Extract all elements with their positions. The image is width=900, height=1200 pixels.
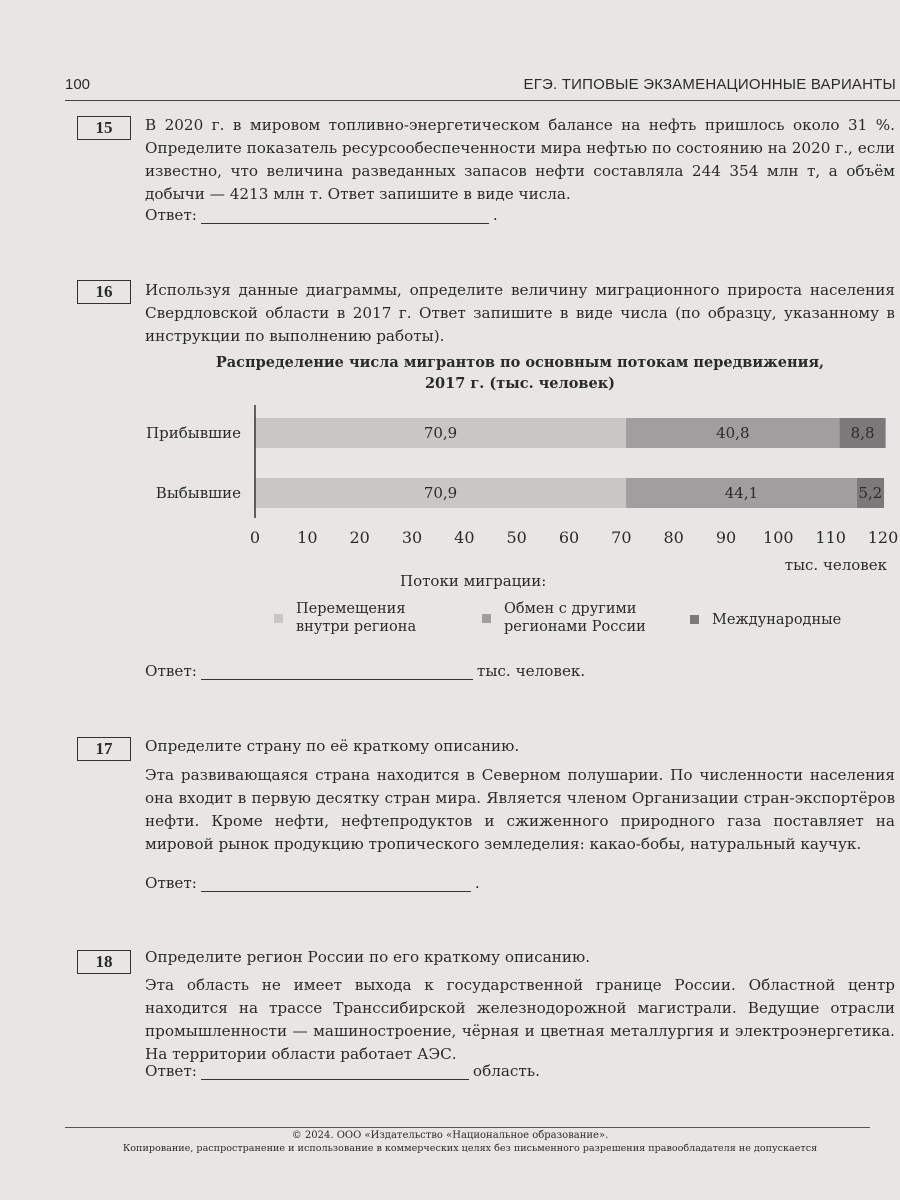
data-label: 70,9 [423,424,458,442]
question-18-body: Эта область не имеет выхода к государственной границе России. Областной центр находится на трассе Транссибирской железнодорожной магистрали. Ведущие отрасли промышленности — машиностроение, чёрная и цветная металлургия и электроэнергетика. На территории области работает АЭС. [145,976,895,1063]
question-number-17: 17 [77,737,131,761]
copyright: © 2024. ООО «Издательство «Национальное образование». [291,1130,609,1141]
legend-swatch [274,614,283,623]
x-tick-label: 40 [454,528,475,547]
answer-15-field[interactable] [201,207,489,224]
x-tick-label: 50 [506,528,527,547]
category-label: Прибывшие [146,424,241,442]
x-tick-label: 110 [815,528,846,547]
question-18-text: Определите регион России по его краткому описанию. [145,948,591,966]
answer-18 [145,1062,540,1080]
data-label: 5,2 [858,484,883,502]
legend-swatch [690,615,699,624]
answer-suffix: область. [472,1062,540,1080]
question-17-body: Эта развивающаяся страна находится в Северном полушарии. По численности населения она входит в первую десятку стран мира. Является членом Организации стран-экспортёров нефти. Кроме нефти, нефтепродуктов и сжиженного природного газа поставляет на мировой рынок продукцию тропического земледелия: какао-бобы, натуральный каучук. [145,766,895,853]
answer-16 [145,662,585,680]
legend-label: регионами России [504,619,646,635]
answer-15 [145,206,498,224]
chart-title-line1: Распределение числа мигрантов по основным потокам передвижения, [215,354,825,371]
question-number-16: 16 [77,280,131,304]
answer-label: Ответ: [145,206,197,224]
legend-label: Перемещения [296,601,406,617]
x-tick-label: 60 [558,528,580,547]
legend-label: Международные [712,612,842,628]
x-tick-label: 120 [867,528,899,547]
x-tick-label: 10 [297,528,318,547]
migration-chart [0,400,900,575]
x-tick-label: 0 [249,528,261,547]
footer-divider [65,1127,870,1128]
answer-18-field[interactable] [201,1063,469,1080]
question-number-15: 15 [77,116,131,140]
answer-label: Ответ: [145,874,197,892]
answer-suffix: тыс. человек. [476,662,586,680]
question-number-18: 18 [77,950,131,974]
answer-label: Ответ: [145,1062,197,1080]
x-tick-label: 80 [663,528,684,547]
x-tick-label: 100 [763,528,794,547]
x-tick-label: 90 [715,528,737,547]
page-number: 100 [65,76,91,93]
answer-17 [145,874,480,892]
question-17-text: Определите страну по её краткому описанию. [145,737,520,755]
legend-item-interregional [504,600,646,636]
answer-suffix: . [474,874,480,892]
legend-item-international [712,611,841,629]
header-divider [65,100,900,101]
data-label: 70,9 [423,484,458,502]
chart-title [140,352,900,394]
data-label: 8,8 [850,424,875,442]
legend-label: Обмен с другими [504,601,637,617]
legend-item-internal [296,600,416,636]
answer-label: Ответ: [145,662,197,680]
running-header: ЕГЭ. ТИПОВЫЕ ЭКЗАМЕНАЦИОННЫЕ ВАРИАНТЫ [523,76,896,93]
x-tick-label: 30 [401,528,423,547]
x-tick-label: 70 [611,528,632,547]
data-label: 40,8 [716,424,750,442]
question-15-text: В 2020 г. в мировом топливно-энергетическом балансе на нефть пришлось около 31 %. Определите показатель ресурсообеспеченности мира нефтью по состоянию на 2020 г., если известно, что величина разведанных запасов нефти составляла 244 354 млн т, а объём добычи — 4213 млн т. Ответ запишите в виде числа. [145,116,895,203]
x-axis-label: тыс. человек [784,556,887,574]
legend-title: Потоки миграции: [400,572,547,590]
answer-17-field[interactable] [201,875,471,892]
data-label: 44,1 [724,484,759,502]
answer-suffix: . [492,206,498,224]
answer-16-field[interactable] [201,663,473,680]
copyright-notice: Копирование, распространение и использование в коммерческих целях без письменного разрешения правообладателя не допускается [122,1143,818,1154]
chart-title-line2: 2017 г. (тыс. человек) [424,375,616,392]
category-label: Выбывшие [155,484,241,502]
question-16-text: Используя данные диаграммы, определите величину миграционного прироста населения Свердловской области в 2017 г. Ответ запишите в виде числа (по образцу, указанному в инструкции по выполнению работы). [145,281,895,345]
legend-swatch [482,614,491,623]
x-tick-label: 20 [349,528,370,547]
legend-label: внутри региона [296,619,417,635]
